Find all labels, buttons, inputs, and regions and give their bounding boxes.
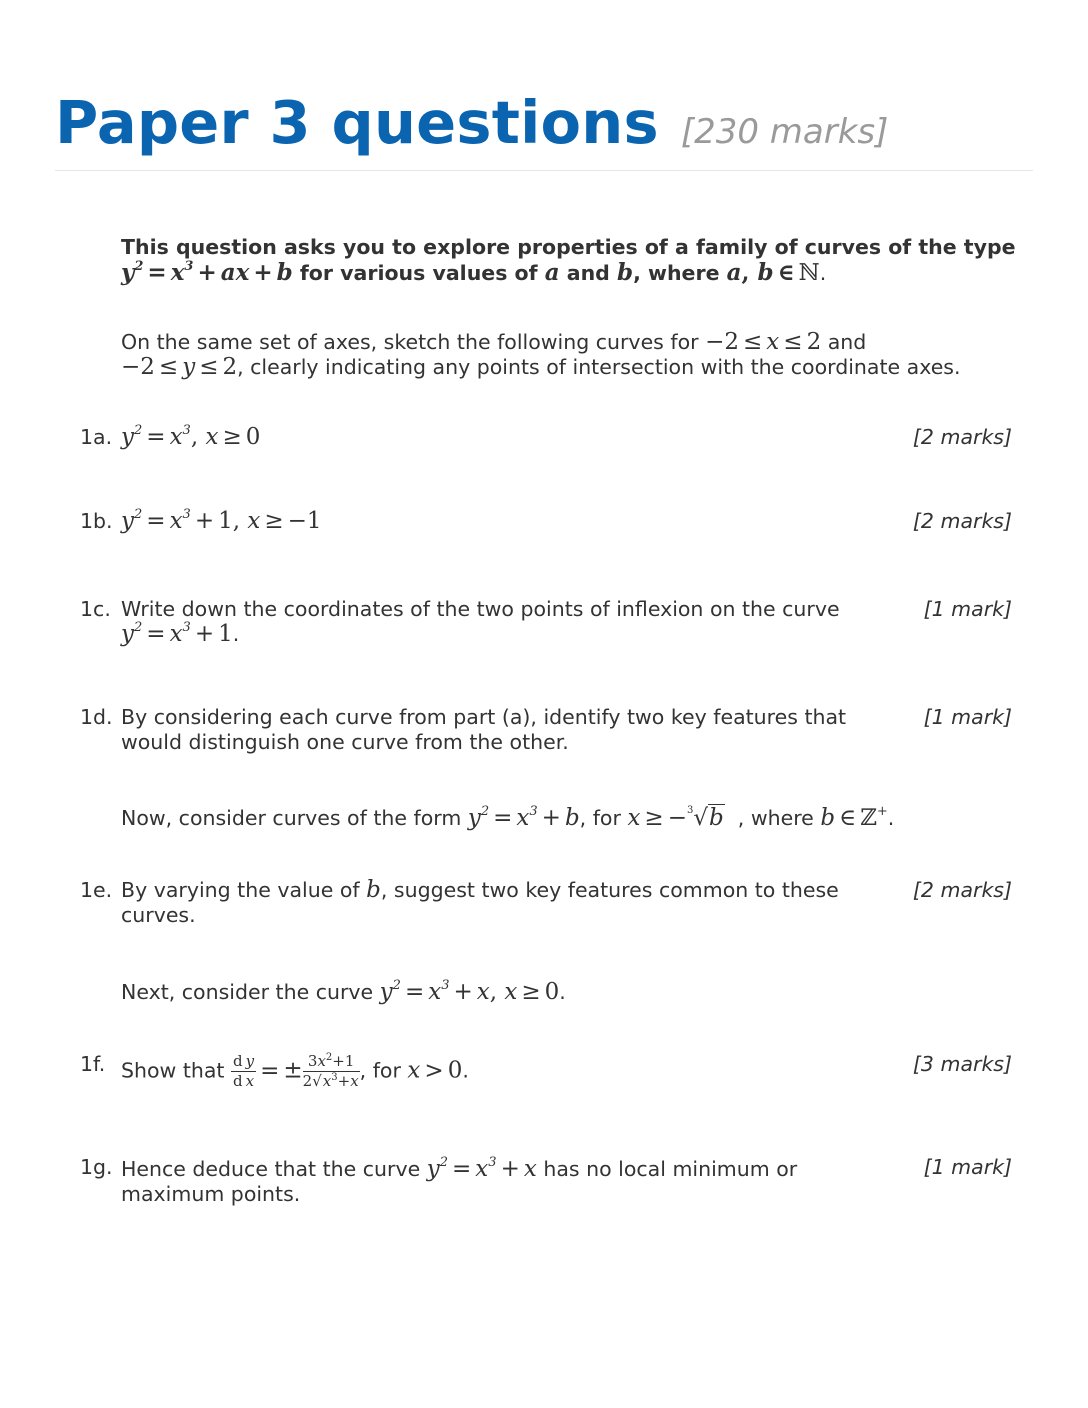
question-text: Write down the coordinates of the two points of inflexion on the curve [121, 597, 840, 621]
instruction-part: and [827, 330, 867, 354]
question-marks: [1 mark] [923, 1155, 1012, 1179]
question-body: $y^2 = x^3 + 1$, x ≥ −1 [121, 507, 322, 534]
question-number: 1g. [80, 1155, 113, 1179]
question-intro: This question asks you to explore properties of a family of curves of the type $y^2 = x^3$ + ax + b for various values of a and b, where a, b ∈ ℕ. [121, 235, 1016, 286]
instruction-part: , clearly indicating any points of intersection with the coordinate axes. [237, 355, 961, 379]
question-text: Hence deduce that the curve [121, 1157, 421, 1181]
question-text: By considering each curve from part (a), identify two key features that would distinguish one curve from the other. [121, 705, 847, 754]
question-number: 1d. [80, 705, 113, 729]
sub-intro-text: Next, consider the curve [121, 980, 374, 1004]
question-marks: [1 mark] [923, 597, 1012, 621]
question-text: has no local minimum or maximum points. [121, 1157, 798, 1206]
intro-text: . [819, 261, 827, 285]
page-header [55, 88, 1033, 157]
instruction-part: On the same set of axes, sketch the following curves for [121, 330, 699, 354]
question-marks: [1 mark] [923, 705, 1012, 729]
page-title: Paper 3 questions [55, 88, 659, 157]
question-text: , suggest two key features common to these curves. [121, 878, 839, 927]
instruction-text: On the same set of axes, sketch the following curves for −2 ≤ x ≤ 2 and −2 ≤ y ≤ 2, clearly indicating any points of intersection with the coordinate axes. [121, 329, 961, 380]
total-marks: [230 marks] [680, 112, 889, 152]
question-marks: [2 marks] [912, 425, 1012, 449]
sub-intro-text: , where [737, 806, 814, 830]
intro-text: and [566, 261, 610, 285]
result-fraction: $\frac{3x^2+1}{2√x^3+x}$ [302, 1052, 359, 1090]
question-body: Write down the coordinates of the two points of inflexion on the curve $y^2 = x^3 + 1$. [121, 597, 840, 647]
intro-text: for various values of [299, 261, 538, 285]
sub-intro-text: , for [579, 806, 621, 830]
sub-intro-e: Now, consider curves of the form $y^2 = x^3 + b$, for x ≥ −$^3$√b , where b ∈ ℤ+. [121, 804, 895, 831]
intro-text: This question asks you to explore properties of a family of curves of the type [121, 235, 1016, 259]
question-text: By varying the value of [121, 878, 360, 902]
question-body: Show that $\frac{\text{d y}}{\text{d x}}$ = ± $\frac{3x^2+1}{2√x^3+x}$ , for x > 0. [121, 1052, 469, 1090]
question-marks: [3 marks] [912, 1052, 1012, 1076]
math: $y^2$ [121, 259, 144, 286]
intro-text: , where [633, 261, 720, 285]
question-number: 1a. [80, 425, 113, 449]
question-marks: [2 marks] [912, 878, 1012, 902]
question-marks: [2 marks] [912, 509, 1012, 533]
question-body: Hence deduce that the curve $y^2 = x^3 + x$ has no local minimum or maximum points. [121, 1155, 798, 1206]
question-body: By varying the value of b, suggest two key features common to these curves. [121, 877, 839, 927]
question-text: Show that [121, 1058, 225, 1083]
question-number: 1c. [80, 597, 111, 621]
sub-intro-f: Next, consider the curve $y^2 = x^3 + x$, x ≥ 0. [121, 978, 566, 1005]
sub-intro-text: Now, consider curves of the form [121, 806, 462, 830]
question-number: 1b. [80, 509, 113, 533]
derivative-fraction: $\frac{\text{d y}}{\text{d x}}$ [233, 1052, 255, 1090]
header-divider [55, 170, 1033, 171]
question-body: $y^2 = x^3$, x ≥ 0 [121, 423, 261, 450]
question-number: 1e. [80, 878, 113, 902]
question-text: , for [359, 1058, 401, 1083]
question-number: 1f. [80, 1052, 106, 1076]
